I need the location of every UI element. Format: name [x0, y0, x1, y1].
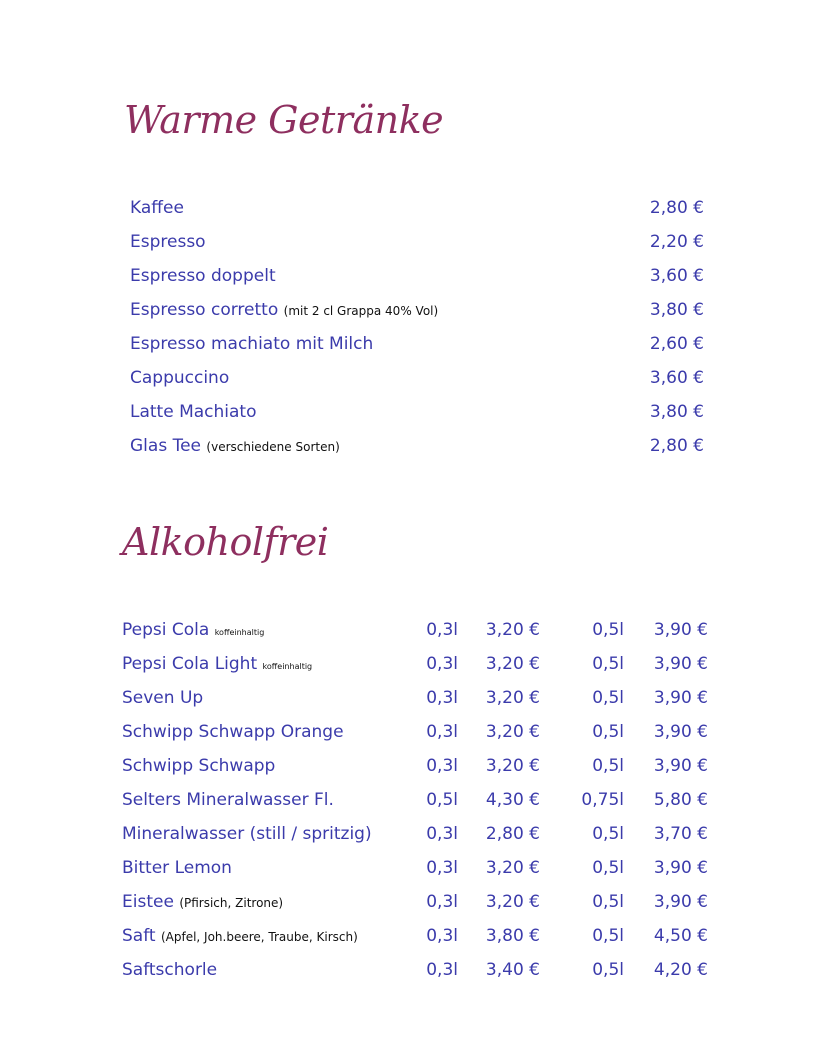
item-name-text: Eistee [122, 892, 174, 912]
item-volume-small: 0,3l [426, 654, 458, 674]
menu-item [122, 618, 708, 642]
item-name [122, 958, 217, 982]
item-name-text: Pepsi Cola [122, 620, 210, 640]
item-volume-small: 0,3l [426, 892, 458, 912]
item-price: 3,80 € [649, 402, 704, 422]
item-note: (mit 2 cl Grappa 40% Vol) [283, 304, 439, 318]
item-price-small: 3,20 € [485, 722, 540, 742]
warm-drinks-heading: Warme Getränke [124, 98, 444, 142]
menu-item [122, 720, 708, 744]
item-name-text: Pepsi Cola Light [122, 654, 258, 674]
item-price-small: 4,30 € [485, 790, 540, 810]
item-name [122, 720, 344, 744]
item-price-large: 3,70 € [653, 824, 708, 844]
item-name [122, 754, 275, 778]
item-name [122, 618, 264, 645]
item-price: 2,80 € [649, 436, 704, 456]
item-name: Espresso [130, 232, 206, 252]
menu-item [122, 652, 708, 676]
item-name-text: Saft [122, 926, 156, 946]
item-price-small: 3,20 € [485, 756, 540, 776]
item-name-text: Saftschorle [122, 960, 218, 980]
item-name-text: Selters Mineralwasser Fl. [122, 790, 334, 810]
item-price-large: 4,20 € [653, 960, 708, 980]
menu-item [122, 788, 708, 812]
item-note: (Apfel, Joh.beere, Traube, Kirsch) [160, 930, 358, 944]
item-volume-small: 0,3l [426, 756, 458, 776]
item-price-large: 3,90 € [653, 688, 708, 708]
item-name-text: Kaffee [130, 198, 184, 218]
item-volume-small: 0,3l [426, 824, 458, 844]
item-price-small: 3,40 € [485, 960, 540, 980]
item-price-large: 4,50 € [653, 926, 708, 946]
item-volume-small: 0,3l [426, 858, 458, 878]
item-name [122, 822, 372, 846]
item-name [122, 788, 334, 812]
menu-item [130, 230, 704, 254]
item-price-small: 3,20 € [485, 620, 540, 640]
item-price: 2,60 € [649, 334, 704, 354]
item-price-small: 3,80 € [485, 926, 540, 946]
menu-item [122, 754, 708, 778]
item-volume-large: 0,5l [592, 858, 624, 878]
menu-item [122, 686, 708, 710]
item-volume-large: 0,5l [592, 756, 624, 776]
item-volume-small: 0,3l [426, 620, 458, 640]
non-alcoholic-heading: Alkoholfrei [122, 520, 329, 564]
item-price-small: 2,80 € [485, 824, 540, 844]
item-name-text: Bitter Lemon [122, 858, 232, 878]
item-volume-large: 0,5l [592, 620, 624, 640]
item-volume-small: 0,3l [426, 926, 458, 946]
menu-item [130, 264, 704, 288]
item-price-large: 3,90 € [653, 620, 708, 640]
item-price-small: 3,20 € [485, 688, 540, 708]
item-price-small: 3,20 € [485, 858, 540, 878]
item-price-large: 3,90 € [653, 756, 708, 776]
item-name [130, 196, 184, 220]
item-price: 3,60 € [649, 368, 704, 388]
menu-item [130, 196, 704, 220]
item-volume-large: 0,5l [592, 824, 624, 844]
item-price: 3,60 € [649, 266, 704, 286]
menu-item [122, 890, 708, 914]
item-name [130, 434, 340, 459]
item-volume-small: 0,5l [426, 790, 458, 810]
item-name: Latte Machiato [130, 402, 257, 422]
menu-item [130, 434, 704, 458]
item-name-text: Glas Tee [130, 436, 201, 456]
item-price-large: 3,90 € [653, 892, 708, 912]
item-name: Espresso doppelt [130, 266, 276, 286]
item-price-large: 5,80 € [653, 790, 708, 810]
menu-item [130, 332, 704, 356]
item-volume-large: 0,5l [592, 688, 624, 708]
menu-item [122, 856, 708, 880]
item-name-text: Schwipp Schwapp [122, 756, 276, 776]
item-name: Espresso machiato mit Milch [130, 334, 374, 354]
item-name [122, 924, 358, 949]
item-price: 3,80 € [649, 300, 704, 320]
item-volume-large: 0,5l [592, 722, 624, 742]
item-volume-large: 0,75l [581, 790, 624, 810]
item-volume-large: 0,5l [592, 960, 624, 980]
item-volume-small: 0,3l [426, 688, 458, 708]
item-name-text: Schwipp Schwapp Orange [122, 722, 344, 742]
item-name [122, 856, 232, 880]
menu-item [122, 822, 708, 846]
item-price-large: 3,90 € [653, 654, 708, 674]
item-note: (Pfirsich, Zitrone) [179, 896, 284, 910]
item-name [122, 686, 203, 710]
menu-item [130, 298, 704, 322]
item-volume-large: 0,5l [592, 654, 624, 674]
item-note: koffeinhaltig [262, 662, 313, 671]
item-name-text: Mineralwasser (still / spritzig) [122, 824, 372, 844]
item-volume-small: 0,3l [426, 722, 458, 742]
item-volume-small: 0,3l [426, 960, 458, 980]
item-price: 2,80 € [649, 198, 704, 218]
item-price-large: 3,90 € [653, 722, 708, 742]
item-note: koffeinhaltig [214, 628, 265, 637]
menu-item [122, 924, 708, 948]
item-price-small: 3,20 € [485, 654, 540, 674]
item-name-text: Seven Up [122, 688, 204, 708]
item-name: Cappuccino [130, 368, 230, 388]
item-name [130, 298, 438, 323]
item-volume-large: 0,5l [592, 926, 624, 946]
item-price-large: 3,90 € [653, 858, 708, 878]
item-price-small: 3,20 € [485, 892, 540, 912]
menu-item [122, 958, 708, 982]
menu-item [130, 366, 704, 390]
item-name [122, 890, 283, 915]
item-volume-large: 0,5l [592, 892, 624, 912]
item-name-text: Espresso corretto [130, 300, 279, 320]
menu-item [130, 400, 704, 424]
item-price: 2,20 € [649, 232, 704, 252]
item-name [122, 652, 312, 679]
item-note: (verschiedene Sorten) [206, 440, 340, 454]
